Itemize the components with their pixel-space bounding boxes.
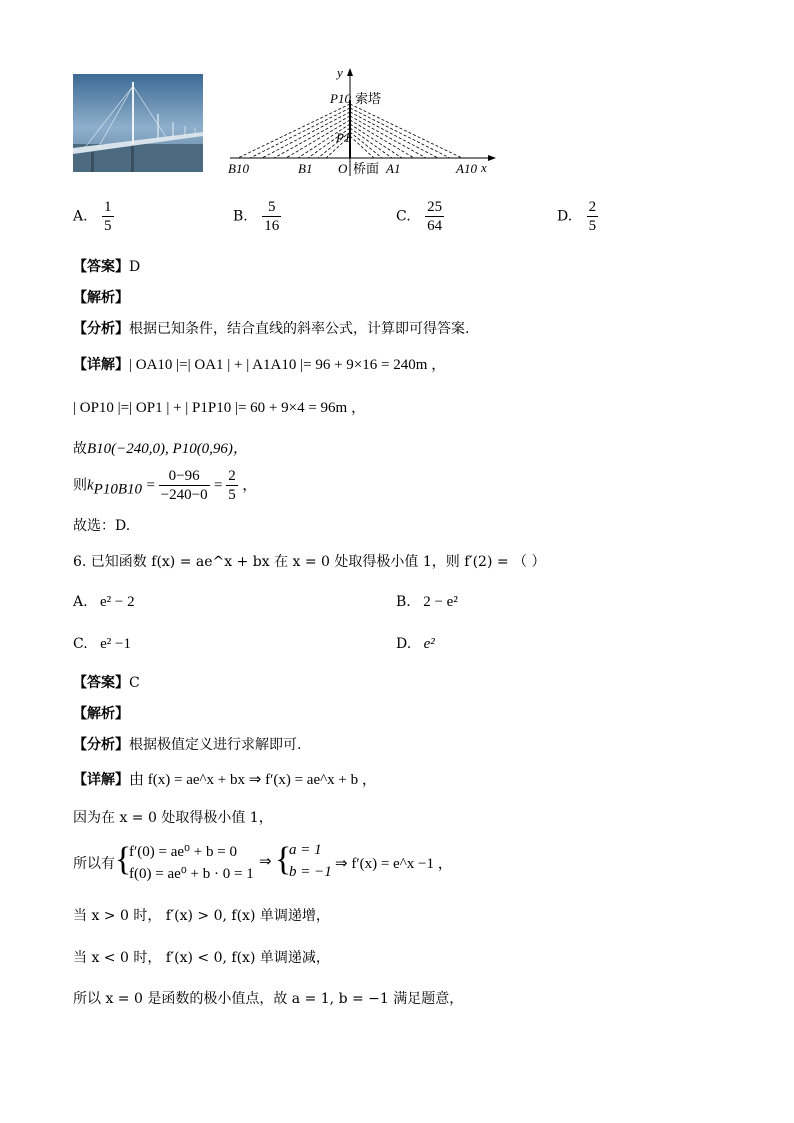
q6-option-a — [73, 594, 135, 611]
answer-value: D — [129, 259, 141, 275]
system-eq2: f(0) = ae⁰ + b · 0 = 1 — [129, 866, 254, 882]
option-letter: D. — [396, 636, 412, 652]
q6-detail-line5: 当 x < 0 时， f′(x) < 0, f(x) 单调递减， — [73, 950, 330, 966]
label-b1: B1 — [298, 161, 313, 176]
y-axis-label: y — [337, 66, 343, 80]
detail-text: 由 f(x) = ae^x + bx ⇒ f′(x) = ae^x + b ， — [129, 772, 377, 788]
slope-fraction: $\frac{0-96}{-240-0}$ — [160, 468, 208, 503]
option-letter: C. — [73, 636, 88, 652]
q5-detail-line2: | OP10 |=| OP1 | + | P1P10 |= 60 + 9×4 = 96m ， — [73, 400, 366, 416]
line-text: B10(−240,0), P10(0,96)， — [87, 441, 248, 457]
answer-value: C — [129, 675, 140, 691]
q5-detail-line3 — [73, 437, 248, 458]
option-letter: B. — [396, 594, 411, 610]
option-fraction: $\frac{1}{5}$ — [104, 199, 112, 234]
detail-label: 【详解】 — [73, 357, 129, 373]
q6-detail-line6: 所以 x = 0 是函数的极小值点，故 a = 1, b = −1 满足题意， — [73, 991, 464, 1007]
line-prefix: 所以有 — [73, 856, 115, 872]
q6-option-b — [396, 594, 458, 611]
q6-analysis-label: 【解析】 — [73, 706, 129, 722]
slope-subscript: P10B10 — [93, 481, 142, 498]
x-axis-label: x — [481, 160, 487, 175]
option-letter: A. — [73, 208, 88, 225]
q5-answer — [73, 256, 140, 276]
q6-stem: 6. 已知函数 f(x) = ae^x + bx 在 x = 0 处取得极小值 1，则 f′(2) = （ ） — [73, 554, 546, 570]
q6-option-d — [396, 636, 435, 653]
option-fraction: $\frac{5}{16}$ — [264, 199, 280, 234]
option-text: e² − 2 — [100, 594, 135, 610]
q5-option-d — [557, 198, 598, 235]
fenxi-text: 根据已知条件，结合直线的斜率公式，计算即可得答案. — [129, 321, 470, 337]
system-result: ⇒ f′(x) = e^x −1 ， — [335, 856, 453, 872]
q5-choose: 故选：D. — [73, 518, 131, 534]
q6-option-c — [73, 636, 131, 653]
option-text: e² −1 — [100, 636, 131, 652]
label-a10: A10 — [456, 161, 477, 176]
detail-text: | OA10 |=| OA1 | + | A1A10 |= 96 + 9×16 = 240m ， — [129, 357, 447, 373]
answer-label: 【答案】 — [73, 259, 129, 275]
option-letter: B. — [233, 208, 248, 225]
label-p1: P1 — [336, 130, 351, 145]
system-a: a = 1 — [289, 842, 322, 858]
label-b10: B10 — [228, 161, 249, 176]
label-deck: 桥面 — [353, 162, 380, 177]
q5-fenxi — [73, 318, 469, 338]
fenxi-label: 【分析】 — [73, 321, 129, 337]
q6-detail-line1 — [73, 768, 377, 789]
q6-detail-line4: 当 x > 0 时， f′(x) > 0, f(x) 单调递增， — [73, 908, 330, 924]
system-eq1: f′(0) = ae⁰ + b = 0 — [129, 844, 237, 860]
q5-option-b — [233, 198, 281, 235]
bridge-diagram — [220, 66, 500, 178]
q5-option-a — [73, 198, 114, 235]
option-letter: D. — [557, 208, 573, 225]
q6-fenxi — [73, 734, 301, 754]
q6-answer — [73, 672, 140, 692]
brace-right: { — [275, 841, 292, 878]
q5-option-c — [396, 198, 444, 235]
option-text: 2 − e² — [423, 594, 458, 610]
line-prefix: 故 — [73, 441, 87, 457]
label-a1: A1 — [386, 161, 401, 176]
label-p10: P10 — [330, 91, 351, 106]
q5-detail-line1 — [73, 353, 446, 374]
implies-arrow: ⇒ — [259, 854, 272, 870]
q5-analysis-label: 【解析】 — [73, 290, 129, 306]
option-letter: C. — [396, 208, 411, 225]
q5-detail-line4: 则$k_{P10B10}$ = $\frac{0-96}{-240-0}$ = $\frac{2}{5}$ ， — [73, 468, 258, 503]
slope-result: $\frac{2}{5}$ — [228, 468, 236, 503]
option-fraction: $\frac{25}{64}$ — [427, 199, 443, 234]
line-prefix: 则 — [73, 477, 87, 494]
label-origin: O — [338, 161, 348, 176]
detail-label: 【详解】 — [73, 772, 129, 788]
answer-label: 【答案】 — [73, 675, 129, 691]
system-b: b = −1 — [289, 864, 332, 880]
option-text: e² — [423, 636, 435, 652]
brace-left: { — [115, 841, 132, 878]
option-fraction: $\frac{2}{5}$ — [588, 199, 597, 234]
fenxi-label: 【分析】 — [73, 737, 129, 753]
fenxi-text: 根据极值定义进行求解即可. — [129, 737, 302, 753]
q6-detail-line2: 因为在 x = 0 处取得极小值 1， — [73, 810, 273, 826]
slope-k: k — [87, 477, 94, 494]
bridge-photo — [73, 74, 203, 172]
option-letter: A. — [73, 594, 88, 610]
label-tower: 索塔 — [355, 92, 382, 107]
